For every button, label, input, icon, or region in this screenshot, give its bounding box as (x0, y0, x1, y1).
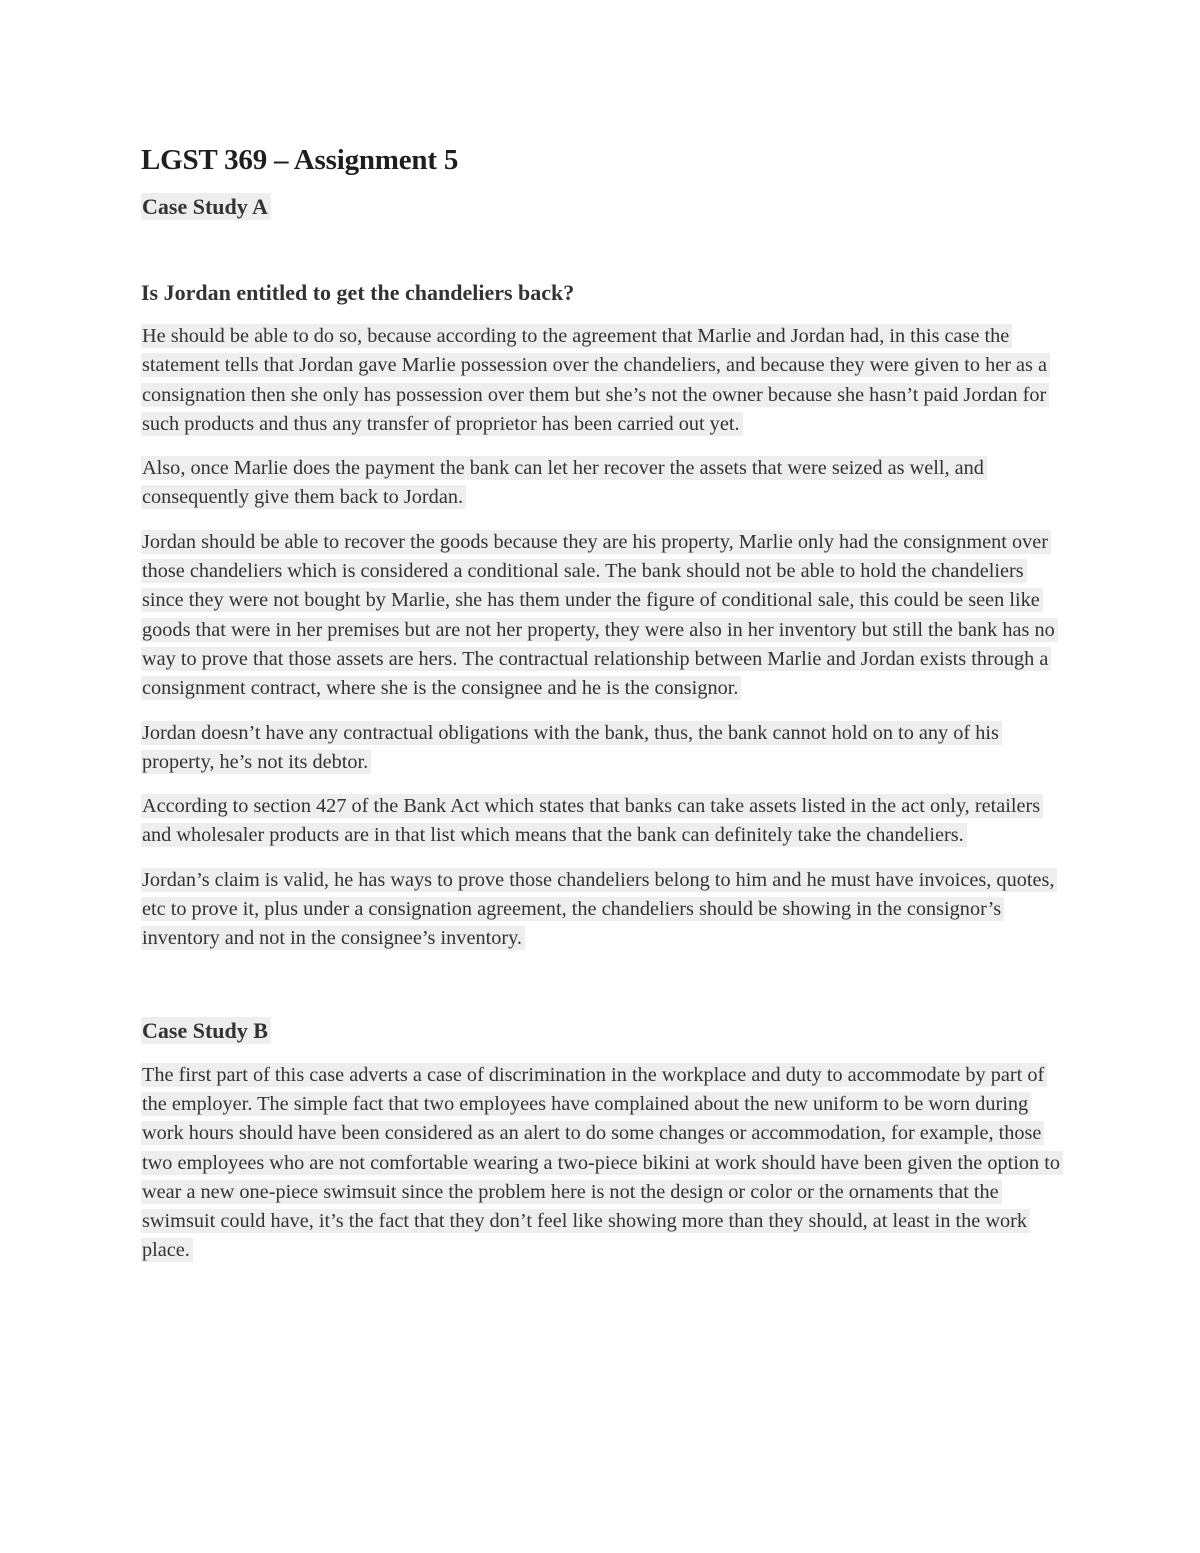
case-a-paragraph-5-text: According to section 427 of the Bank Act which states that banks can take assets listed in the act only, retailers and wholesaler products are in that list which means that the bank can definitely take the chandeliers. (141, 794, 1043, 847)
case-a-paragraph-5 (141, 792, 1061, 851)
case-b-paragraph-1 (141, 1061, 1061, 1266)
case-a-paragraph-1 (141, 322, 1061, 439)
case-a-question (141, 278, 1061, 308)
case-a-paragraph-2-text: Also, once Marlie does the payment the bank can let her recover the assets that were seized as well, and consequently give them back to Jordan. (141, 456, 987, 509)
case-a-question-text: Is Jordan entitled to get the chandeliers back? (141, 280, 575, 305)
case-a-paragraph-3 (141, 528, 1061, 704)
case-study-a-heading (141, 192, 1061, 222)
case-a-paragraph-6-text: Jordan’s claim is valid, he has ways to prove those chandeliers belong to him and he must have invoices, quotes, etc to prove it, plus under a consignation agreement, the chandeliers should be showing in the consignor’s inventory and not in the consignee’s inventory. (141, 868, 1057, 951)
case-study-b-heading (141, 1016, 1061, 1046)
case-a-paragraph-2 (141, 454, 1061, 513)
case-a-paragraph-4-text: Jordan doesn’t have any contractual obligations with the bank, thus, the bank cannot hold on to any of his property, he’s not its debtor. (141, 721, 1002, 774)
document-page (141, 140, 1061, 1266)
case-b-paragraph-1-text: The first part of this case adverts a case of discrimination in the workplace and duty to accommodate by part of the employer. The simple fact that two employees have complained about the new uniform to be worn during work hours should have been considered as an alert to do some changes or accommodation, for example, those two employees who are not comfortable wearing a two-piece bikini at work should have been given the option to wear a new one-piece swimsuit since the problem here is not the design or color or the ornaments that the swimsuit could have, it’s the fact that they don’t feel like showing more than they should, at least in the work place. (141, 1063, 1063, 1263)
document-title: LGST 369 – Assignment 5 (141, 144, 459, 176)
case-a-paragraph-6 (141, 866, 1061, 954)
case-a-paragraph-1-text: He should be able to do so, because according to the agreement that Marlie and Jordan had, in this case the statement tells that Jordan gave Marlie possession over the chandeliers, and because they were given to her as a consignation then she only has possession over them but she’s not the owner because she hasn’t paid Jordan for such products and thus any transfer of proprietor has been carried out yet. (141, 324, 1050, 436)
case-study-a-heading-text: Case Study A (141, 193, 271, 220)
case-a-paragraph-4 (141, 719, 1061, 778)
case-study-b-heading-text: Case Study B (141, 1017, 271, 1044)
case-a-paragraph-3-text: Jordan should be able to recover the goods because they are his property, Marlie only had the consignment over those chandeliers which is considered a conditional sale. The bank should not be able to hold the chandeliers since they were not bought by Marlie, she has them under the figure of conditional sale, this could be seen like goods that were in her premises but are not her property, they were also in her inventory but still the bank has no way to prove that those assets are hers. The contractual relationship between Marlie and Jordan exists through a consignment contract, where she is the consignee and he is the consignor. (141, 530, 1058, 700)
